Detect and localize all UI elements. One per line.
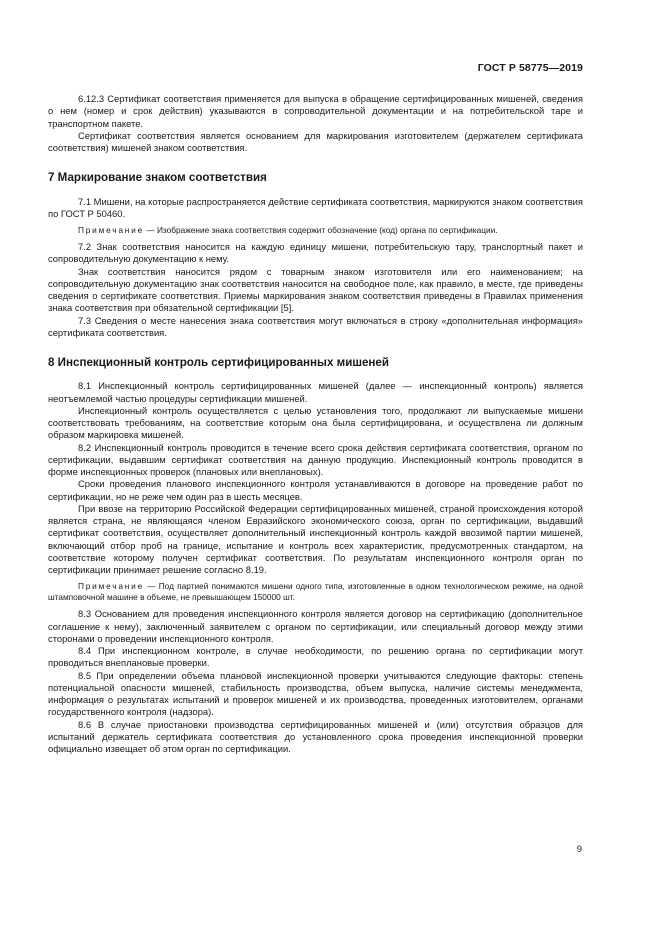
paragraph-8-1: 8.1 Инспекционный контроль сертифицированных мишеней (далее — инспекционный контроль) является неотъемлемой частью процедуры сертификации мишеней. (48, 380, 583, 404)
note-label: Примечание (78, 225, 145, 235)
paragraph-8-5: 8.5 При определении объема плановой инспекционной проверки учитываются следующие факторы: степень потенциальной опасности мишеней, стабильность производства, объем выпуска, наличие системы менеджмента, информация о результатах испытаний и проверок мишеней и их производства, проведенных изготовителем, органами государственного контроля (надзора). (48, 669, 583, 718)
paragraph-6-12-3: 6.12.3 Сертификат соответствия применяется для выпуска в обращение сертифицированных мишеней, сведения о нем (номер и срок действия) указываются в сопроводительной документации и на потребительской таре и транспортном пакете. (48, 93, 583, 129)
paragraph-7-2-continued: Знак соответствия наносится рядом с товарным знаком изготовителя или его наименованием; на сопроводительную документацию знак соответствия наносится на свободное поле, как правило, в месте, где приведены сведения о сертификате соответствия. Приемы маркирования знаком соответствия приведены в Правилах применения знака соответствия при обязательной сертификации [5]. (48, 265, 583, 314)
page-number: 9 (576, 844, 582, 855)
note-label: Примечание (78, 581, 145, 592)
paragraph-8-2: 8.2 Инспекционный контроль проводится в течение всего срока действия сертификата соответствия, органом по сертификации, выдавшим сертификат соответствия на данную продукцию. Инспекционный контроль проводится в форме инспекционных проверок (плановых или внеплановых). (48, 441, 583, 477)
note-8 (48, 581, 583, 603)
paragraph-7-3: 7.3 Сведения о месте нанесения знака соответствия могут включаться в строку «дополнительная информация» сертификата соответствия. (48, 314, 583, 338)
paragraph-8-6: 8.6 В случае приостановки производства сертифицированных мишеней и (или) отсутствия образцов для испытаний держатель сертификата соответствия до установленного срока проведения инспекционной проверки официально извещает об этом орган по сертификации. (48, 718, 583, 754)
note-text: — Изображение знака соответствия содержит обозначение (код) органа по сертификации. (144, 225, 498, 235)
note-text: — Под партией понимаются мишени одного типа, изготовленные в одном технологическом режиме, на одной штамповочной машине в объеме, не превышающем 150000 шт. (48, 581, 583, 603)
paragraph-8-3: 8.3 Основанием для проведения инспекционного контроля является договор на сертификацию (дополнительное соглашение к нему), заключенный заявителем с органом по сертификации, или специальный договор между этими сторонами о проведении инспекционного контроля. (48, 608, 583, 644)
paragraph-7-1: 7.1 Мишени, на которые распространяется действие сертификата соответствия, маркируются знаком соответствия по ГОСТ Р 50460. (48, 195, 583, 219)
paragraph-8-4: 8.4 При инспекционном контроле, в случае необходимости, по решению органа по сертификации могут проводиться внеплановые проверки. (48, 645, 583, 669)
paragraph-8-2-continued: Сроки проведения планового инспекционного контроля устанавливаются в договоре на проведение работ по сертификации, но не реже чем один раз в шесть месяцев. (48, 478, 583, 502)
paragraph-8-2-import: При ввозе на территорию Российской Федерации сертифицированных мишеней, страной происхождения которой является страна, не являющаяся членом Евразийского экономического союза, орган по сертификации, выдавший сертификат соответствия, осуществляет дополнительный инспекционный контроль каждой ввозимой партии мишеней, включающий отбор проб на границе, испытание и контроль всех характеристик, предусмотренных стандартом, на соответствие которому получен сертификат соответствия. По результатам инспекционного контроля орган по сертификации принимает решение согласно 8.19. (48, 502, 583, 575)
paragraph-6-12-3-continued: Сертификат соответствия является основанием для маркирования изготовителем (держателем сертификата соответствия) мишеней знаком соответствия. (48, 129, 583, 153)
note-7 (48, 225, 583, 236)
paragraph-7-2: 7.2 Знак соответствия наносится на каждую единицу мишени, потребительскую тару, транспортный пакет и сопроводительную документацию к нему. (48, 241, 583, 265)
document-header: ГОСТ Р 58775—2019 (477, 62, 583, 74)
section-7-heading: 7 Маркирование знаком соответствия (48, 171, 267, 185)
section-8-heading: 8 Инспекционный контроль сертифицированных мишеней (48, 356, 390, 369)
page-body (48, 93, 583, 755)
paragraph-8-1-continued: Инспекционный контроль осуществляется с целью установления того, продолжают ли выпускаемые мишени соответствовать требованиям, на соответствие которым она была сертифицирована, и осуществлена ли должным образом маркировка мишеней. (48, 404, 583, 441)
